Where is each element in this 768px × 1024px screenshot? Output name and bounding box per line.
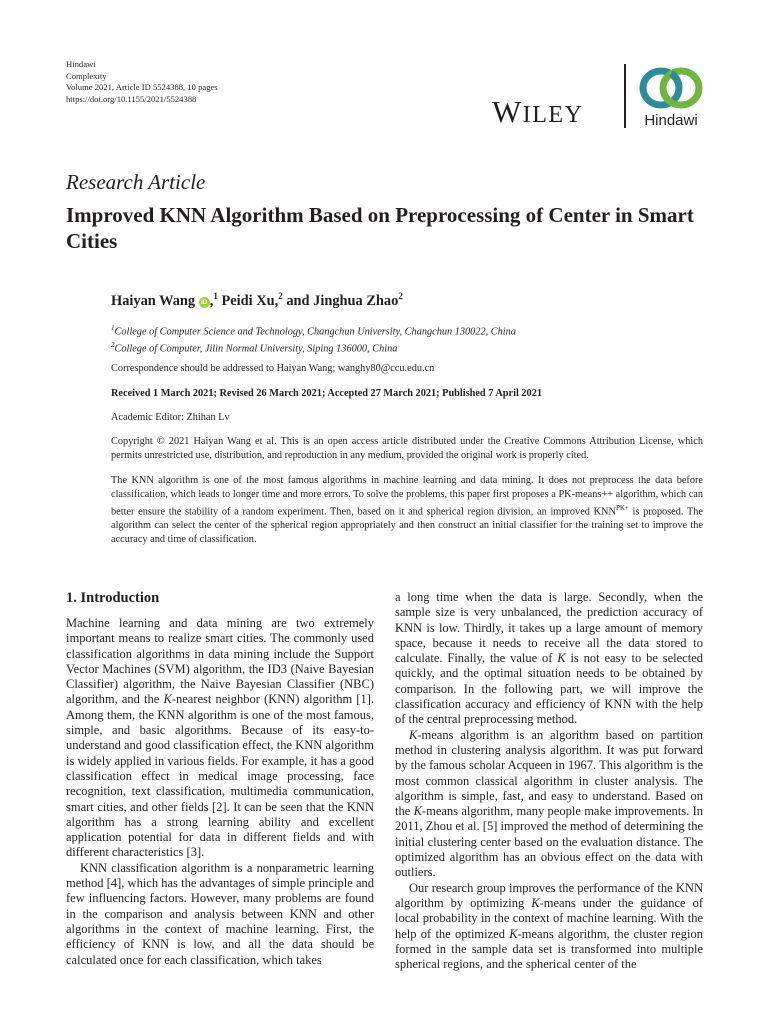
paragraph: KNN classification algorithm is a nonparametric learning method [4], which has the advantages of simple principle and few influencing factors. However, many problems are found in the comparison and analysis between KNN and other algorithms in the context of machine learning. First, the efficiency of KNN is low, and all the data should be calculated once for each classification, which takes <box>66 860 374 967</box>
affiliations <box>111 322 671 356</box>
author-list: Haiyan Wang iD ,$^1$ Peidi Xu,$^2$ and Jinghua Zhao$^2$ <box>111 291 403 309</box>
affiliation-marker: 2 <box>278 291 283 301</box>
paragraph: Our research group improves the performance of the KNN algorithm by optimizing K-means under the guidance of local probability in the context of machine learning. With the help of the optimized K-means algorithm, the cluster region formed in the sample data set is transformed into multiple spherical regions, and the spherical center of the <box>395 880 704 972</box>
author-name: Haiyan Wang <box>111 292 196 309</box>
journal-metadata <box>66 59 218 105</box>
article-type: Research Article <box>66 170 206 194</box>
author-conjunction: and <box>286 292 310 309</box>
affiliation-line: $^1$College of Computer Science and Technology, Changchun University, Changchun 130022, China <box>111 324 516 338</box>
paragraph: K-means algorithm is an algorithm based on partition method in clustering analysis algorithm. It was put forward by the famous scholar Acqueen in 1967. This algorithm is the most common classical algorithm in cluster analysis. The algorithm is simple, fast, and easy to understand. Based on the K-means algorithm, many people make improvements. In 2011, Zhou et al. [5] improved the method of determining the initial clustering center based on the evaluation distance. The optimized algorithm has an obvious effect on the data with outliers. <box>395 727 703 880</box>
hindawi-logo-icon <box>635 65 707 111</box>
paragraph: Machine learning and data mining are two extremely important means to realize smart cities. The commonly used classification algorithms in data mining include the Support Vector Machines (SVM) algorithm, the ID3 (Naive Bayesian Classifier) algorithm, the Naive Bayesian Classifier (NBC) algorithm, and the K-nearest neighbor (KNN) algorithm [1]. Among them, the KNN algorithm is one of the most famous, simple, and basic algorithms. Because of its easy-to-understand and good classification effect, the KNN algorithm is widely applied in various fields. For example, it has a good classification effect in medical image processing, face recognition, text classification, multimedia communication, smart cities, and other fields [2]. It can be seen that the KNN algorithm has a strong learning ability and excellent application potential for data in different fields and with different characteristics [3]. <box>66 616 375 860</box>
orcid-icon[interactable]: iD <box>199 297 210 308</box>
correspondence: Correspondence should be addressed to Haiyan Wang; wanghy80@ccu.edu.cn <box>111 363 435 374</box>
wiley-logo: WILEY <box>492 94 584 129</box>
copyright-notice: Copyright © 2021 Haiyan Wang et al. This is an open access article distributed under the Creative Commons Attribution License, which permits unrestricted use, distribution, and reproduction in any medium, provided the original work is properly cited. <box>111 436 703 461</box>
publisher-name: Hindawi <box>66 59 96 69</box>
section-heading: 1. Introduction <box>66 590 160 606</box>
abstract: The KNN algorithm is one of the most famous algorithms in machine learning and data mining. It does not preprocess the data before classification, which leads to longer time and more errors. To solve the problems, this paper first proposes a PK-means++ algorithm, which can better ensure the stability of a random experiment. Then, based on it and spherical region division, an improved $KNN^{PK+}$ is proposed. The algorithm can select the center of the spherical region appropriately and then construct an initial classifier for the training set to improve the accuracy and time of classification. <box>111 475 703 545</box>
hindawi-logo-text: Hindawi <box>644 112 698 129</box>
author-name: Jinghua Zhao <box>313 292 399 309</box>
affiliation-marker: 2 <box>398 291 403 301</box>
academic-editor: Academic Editor: Zhihan Lv <box>111 412 230 423</box>
author-name: Peidi Xu, <box>221 292 279 309</box>
article-title: Improved KNN Algorithm Based on Preprocessing of Center in Smart Cities <box>66 203 694 253</box>
logo-divider <box>624 64 626 128</box>
affiliation-line: $^2$College of Computer, Jilin Normal University, Siping 136000, China <box>111 341 398 355</box>
volume-line: Volume 2021, Article ID 5524388, 10 pages <box>66 82 218 93</box>
publication-dates: Received 1 March 2021; Revised 26 March 2021; Accepted 27 March 2021; Published 7 April 2021 <box>111 388 542 399</box>
body-column-left <box>66 616 374 968</box>
doi-link[interactable]: https://doi.org/10.1155/2021/5524388 <box>66 93 197 104</box>
journal-name: Complexity <box>66 70 107 81</box>
affiliation-marker: 1 <box>213 291 218 301</box>
body-column-right <box>395 590 703 972</box>
paragraph: a long time when the data is large. Secondly, when the sample size is very unbalanced, the prediction accuracy of KNN is low. Thirdly, it takes up a large amount of memory space, because it needs to receive all the data stored to calculate. Finally, the value of K is not easy to be selected quickly, and the optimal situation needs to be obtained by comparison. In the following part, we will improve the classification accuracy and efficiency of KNN with the help of the central preprocessing method. <box>395 590 703 727</box>
